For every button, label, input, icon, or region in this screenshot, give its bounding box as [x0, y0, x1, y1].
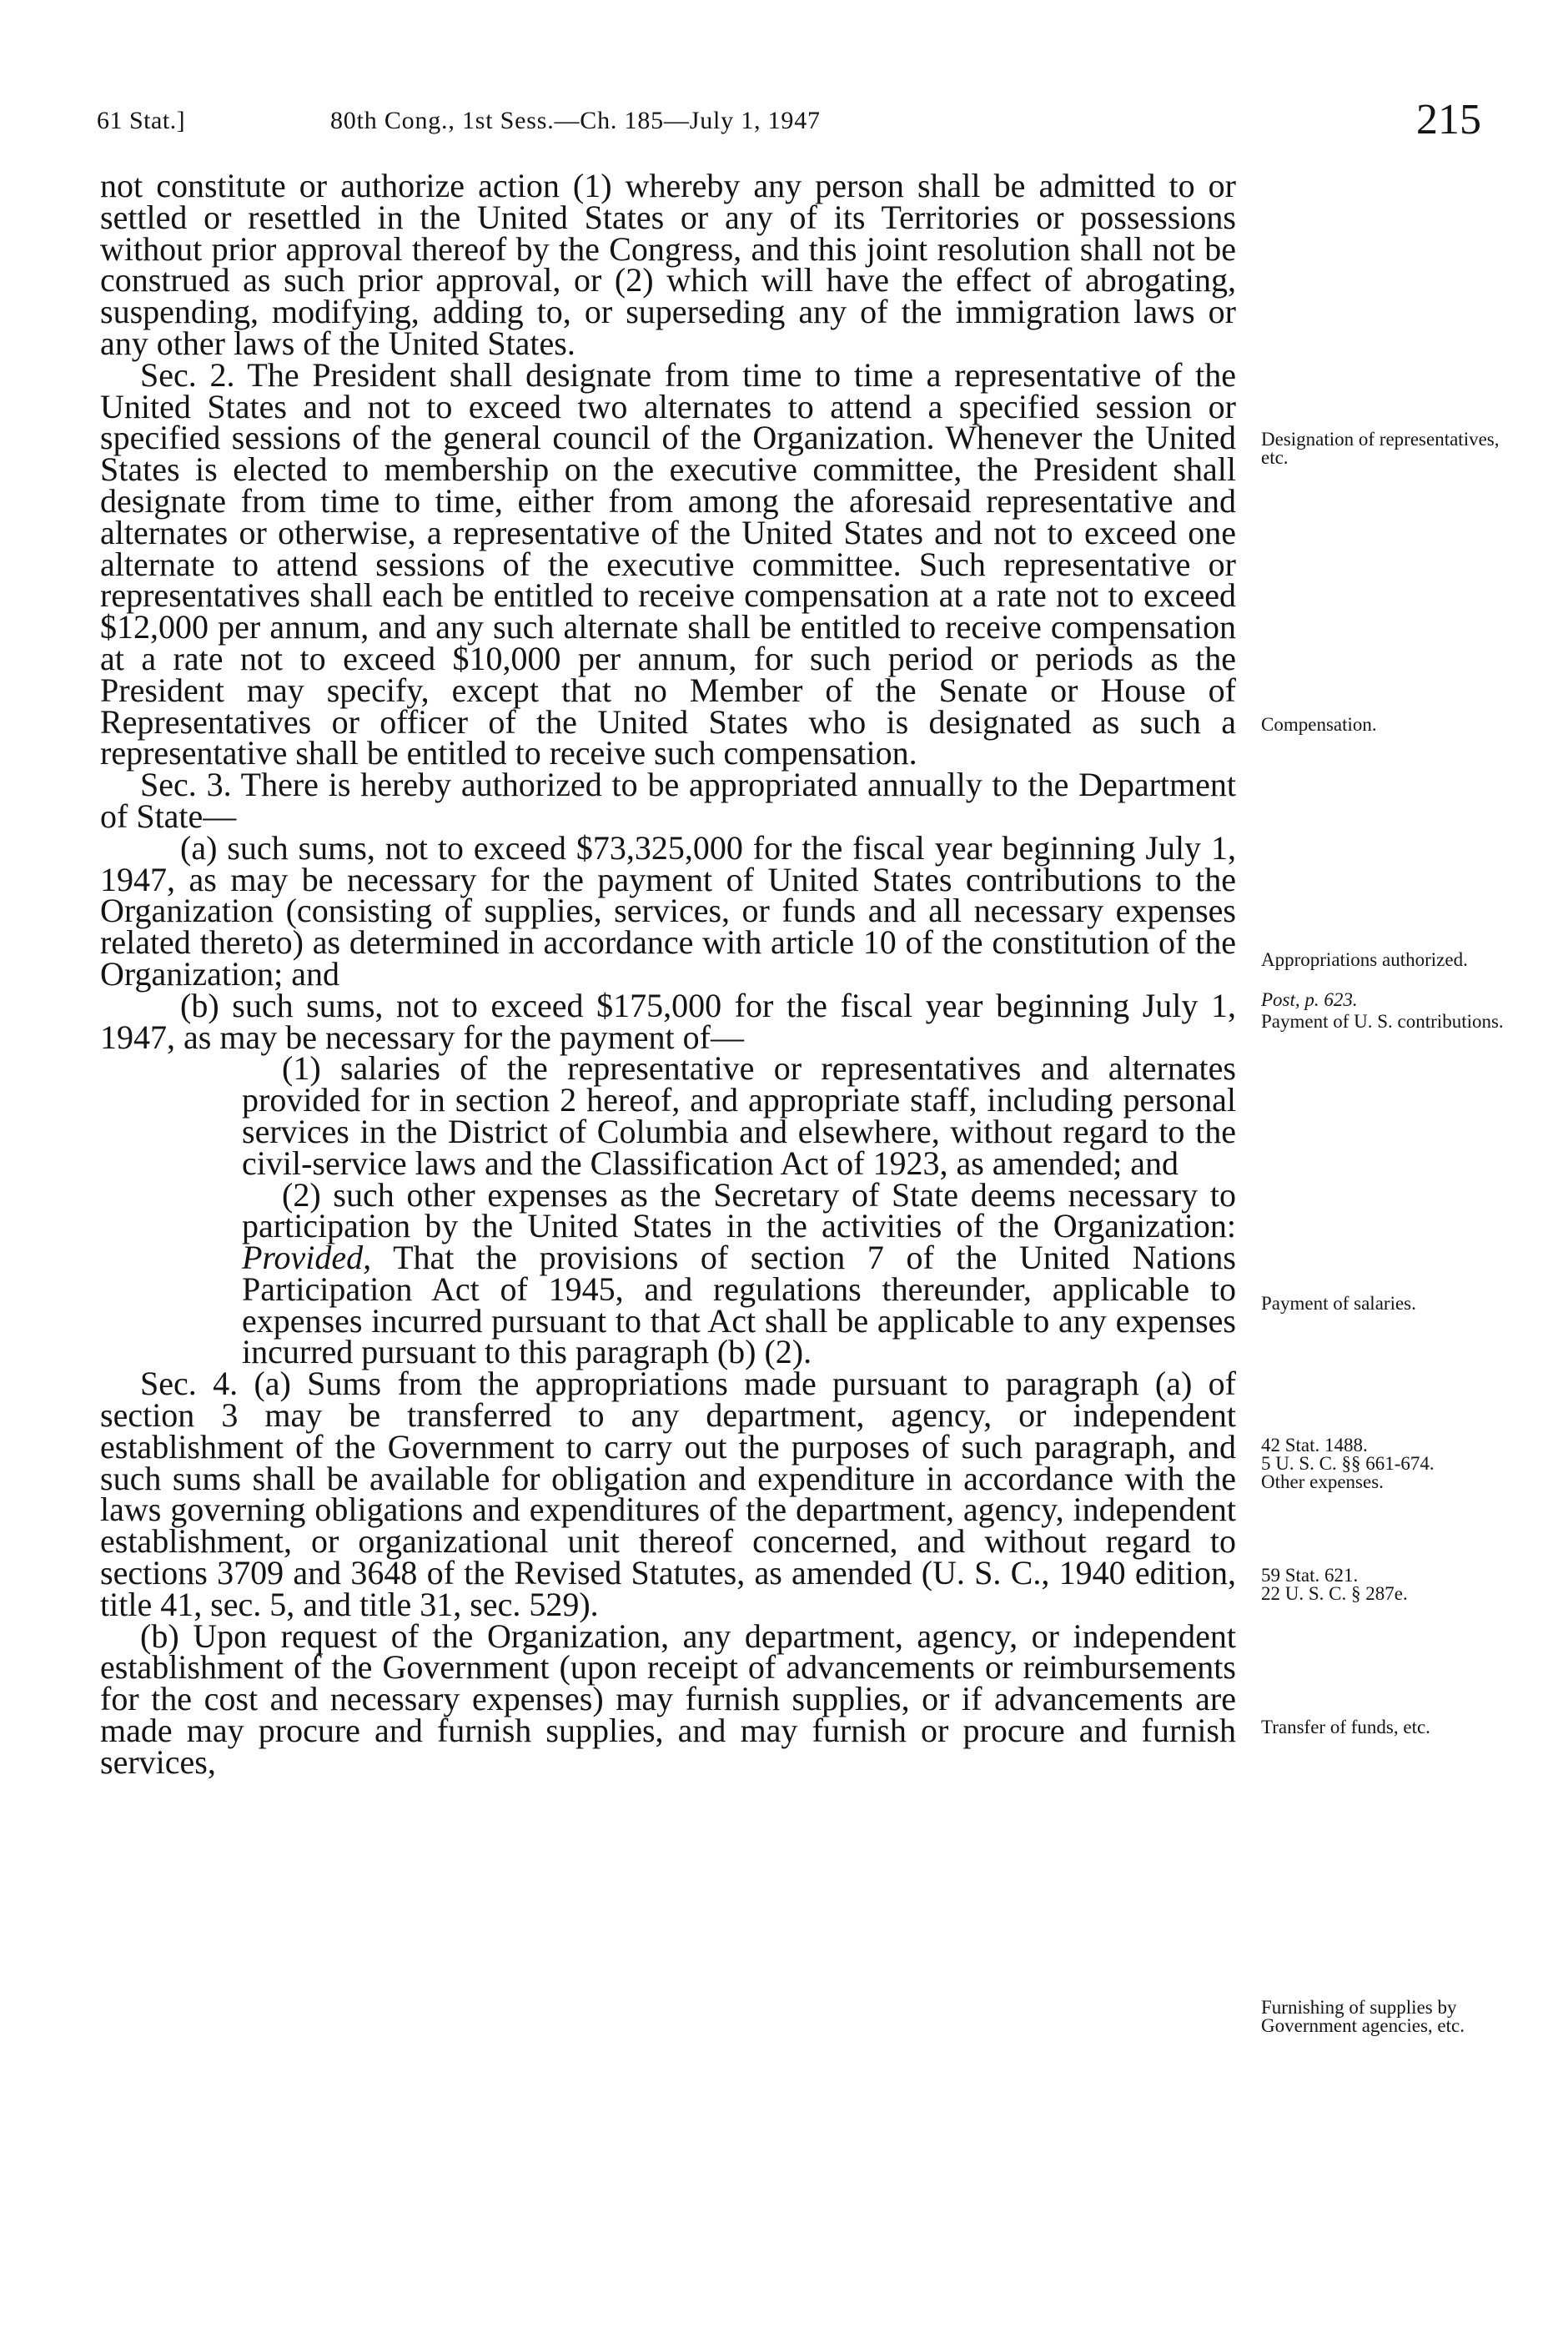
- page-number: 215: [1416, 96, 1481, 143]
- proviso-word: Provided,: [242, 1239, 372, 1277]
- note-furnishing-supplies: Furnishing of supplies by Government agencies, etc.: [1261, 1997, 1465, 2036]
- note-payment-salaries: Payment of salaries.: [1261, 1293, 1416, 1314]
- paragraph-3b-2-text: (2) such other expenses as the Secretary of State deems necessary to participation by the United States in the activities of the Organization:: [242, 1175, 1236, 1245]
- paragraph-3b-2-proviso: That the provisions of section 7 of the United Nations Participation Act of 1945, and regulations thereunder, applicable to expenses incurred pursuant to that Act shall be applicable to any expenses incurred pursuant to this paragraph (b) (2).: [242, 1239, 1236, 1371]
- post-reference: Post, p. 623.: [1261, 989, 1358, 1010]
- paragraph-3a: (a) such sums, not to exceed $73,325,000 for the fiscal year beginning July 1, 1947, as may be necessary for the payment of United States contributions to the Organization (consisting of supplies, services, or funds and all necessary expenses related thereto) as determined in accordance with article 10 of the constitution of the Organization; and: [100, 828, 1236, 993]
- note-appropriations: Appropriations authorized.: [1261, 949, 1468, 970]
- note-post-reference: [1261, 991, 1511, 1009]
- session-chapter-date: 80th Cong., 1st Sess.—Ch. 185—July 1, 1947: [330, 107, 821, 134]
- running-header: [97, 96, 1481, 157]
- note-payment-contributions: Payment of U. S. contributions.: [1261, 1011, 1504, 1032]
- note-citation-5-usc: 5 U. S. C. §§ 661-674.: [1261, 1453, 1435, 1474]
- paragraph-sec-4a: Sec. 4. (a) Sums from the appropriations made pursuant to paragraph (a) of section 3 may be transferred to any department, agency, or independent establishment of the Government to carry out the purposes of such paragraph, and such sums shall be available for obligation and expenditure in accordance with the laws governing obligations and expenditures of the department, agency, independent establishment, or organizational unit thereof concerned, and without regard to sections 3709 and 3648 of the Revised Statutes, as amended (U. S. C., 1940 edition, title 41, sec. 5, and title 31, sec. 529).: [100, 1365, 1236, 1623]
- paragraph-sec-3: Sec. 3. There is hereby authorized to be appropriated annually to the Department of State—: [100, 766, 1236, 835]
- note-transfer-funds: Transfer of funds, etc.: [1261, 1717, 1430, 1737]
- paragraph-3b-2: [100, 1175, 1236, 1371]
- body-text: [100, 167, 1236, 1781]
- statute-citation: 61 Stat.]: [97, 107, 186, 134]
- note-other-expenses: Other expenses.: [1261, 1471, 1384, 1492]
- note-citation-42-stat: 42 Stat. 1488.: [1261, 1435, 1368, 1456]
- note-designation: Designation of representatives, etc.: [1261, 429, 1500, 468]
- note-citation-59-stat: 59 Stat. 621.: [1261, 1565, 1359, 1586]
- paragraph-3b-1: (1) salaries of the representative or representatives and alternates provided for in section 2 hereof, and appropriate staff, including personal services in the District of Columbia and elsewhere, without regard to the civil-service laws and the Classification Act of 1923, as amended; and: [242, 1049, 1236, 1182]
- paragraph-sec-2: Sec. 2. The President shall designate from time to time a representative of the United States and not to exceed two alternates to attend a specified session or specified sessions of the general council of the Organization. Whenever the United States is elected to membership on the executive committee, the President shall designate from time to time, either from among the aforesaid representative and alternates or otherwise, a representative of the United States and not to exceed one alternate to attend sessions of the executive committee. Such representative or representatives shall each be entitled to receive compensation at a rate not to exceed $12,000 per annum, and any such alternate shall be entitled to receive compensation at a rate not to exceed $10,000 per annum, for such period or periods as the President may specify, except that no Member of the Senate or House of Representatives or officer of the United States who is designated as such a representative shall be entitled to receive such compensation.: [100, 355, 1236, 772]
- paragraph-continuation: not constitute or authorize action (1) whereby any person shall be admitted to or settled or resettled in the United States or any of its Territories or possessions without prior approval thereof by the Congress, and this joint resolution shall not be construed as such prior approval, or (2) which will have the effect of abrogating, suspending, modifying, adding to, or superseding any of the immigration laws or any other laws of the United States.: [100, 167, 1236, 362]
- note-compensation: Compensation.: [1261, 714, 1377, 735]
- paragraph-sec-4b: (b) Upon request of the Organization, any department, agency, or independent establishment of the Government (upon receipt of advancements or reimbursements for the cost and necessary expenses) may furnish supplies, or if advancements are made may procure and furnish supplies, and may furnish or procure and furnish services,: [100, 1616, 1236, 1781]
- note-citation-22-usc: 22 U. S. C. § 287e.: [1261, 1583, 1408, 1604]
- paragraph-3b: (b) such sums, not to exceed $175,000 for the fiscal year beginning July 1, 1947, as may be necessary for the payment of—: [100, 986, 1236, 1056]
